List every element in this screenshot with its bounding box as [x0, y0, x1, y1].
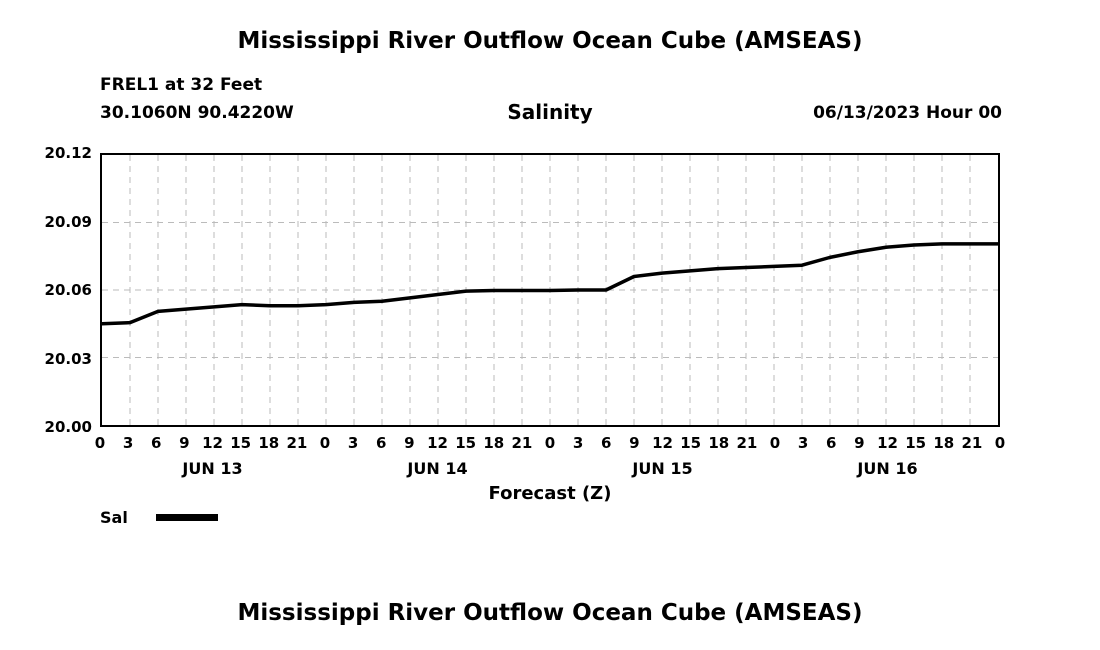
x-tick-label: 15 [905, 434, 927, 452]
x-tick-label: 6 [151, 434, 162, 452]
y-tick-label: 20.09 [44, 212, 92, 231]
x-tick-label: 21 [736, 434, 758, 452]
station-label: FREL1 at 32 Feet [100, 75, 263, 95]
x-tick-label: 9 [629, 434, 640, 452]
legend-swatch-sal [156, 514, 218, 521]
y-tick-label: 20.12 [44, 144, 92, 162]
x-tick-label: 0 [94, 434, 106, 452]
x-axis-day-label: JUN 14 [407, 459, 468, 478]
x-tick-label: 15 [680, 434, 702, 452]
x-tick-label: 9 [179, 434, 190, 452]
footer-title: Mississippi River Outflow Ocean Cube (AMSEAS) [237, 600, 863, 626]
x-axis-day-label: JUN 13 [182, 459, 243, 478]
x-tick-label: 12 [877, 434, 898, 452]
x-tick-label: 12 [652, 434, 673, 452]
x-tick-label: 21 [511, 434, 533, 452]
x-tick-label: 3 [797, 434, 809, 452]
y-tick-label: 20.06 [44, 281, 92, 299]
x-axis-day-label: JUN 15 [632, 459, 693, 478]
x-tick-label: 0 [769, 434, 781, 452]
legend-label-sal: Sal [100, 508, 128, 527]
x-tick-label: 18 [933, 434, 955, 452]
page-title: Mississippi River Outflow Ocean Cube (AMSEAS) [237, 28, 863, 54]
y-tick-label: 20.03 [44, 349, 92, 368]
x-axis-day-label: JUN 16 [857, 459, 918, 478]
coordinates-label: 30.1060N 90.4220W [100, 103, 294, 123]
x-tick-label: 21 [286, 434, 308, 452]
x-tick-label: 6 [376, 434, 387, 452]
x-tick-label: 18 [258, 434, 280, 452]
x-tick-label: 12 [202, 434, 223, 452]
y-tick-label: 20.00 [44, 418, 92, 436]
x-tick-label: 9 [854, 434, 865, 452]
legend [100, 508, 218, 527]
x-tick-label: 12 [427, 434, 448, 452]
x-axis-label: Forecast (Z) [488, 483, 612, 504]
x-tick-label: 6 [826, 434, 837, 452]
chart-subtitle: Salinity [507, 100, 593, 124]
plot-area [100, 153, 1000, 427]
x-tick-label: 3 [572, 434, 584, 452]
x-tick-label: 3 [122, 434, 134, 452]
x-tick-label: 18 [708, 434, 730, 452]
x-tick-label: 15 [230, 434, 252, 452]
x-tick-label: 0 [544, 434, 556, 452]
x-tick-label: 18 [483, 434, 505, 452]
forecast-datetime: 06/13/2023 Hour 00 [813, 103, 1002, 123]
x-tick-label: 21 [961, 434, 983, 452]
x-tick-label: 15 [455, 434, 477, 452]
x-tick-label: 0 [319, 434, 331, 452]
data-series-salinity [102, 155, 998, 425]
x-tick-label: 9 [404, 434, 415, 452]
x-tick-label: 6 [601, 434, 612, 452]
x-tick-label: 3 [347, 434, 359, 452]
x-tick-label: 0 [994, 434, 1006, 452]
